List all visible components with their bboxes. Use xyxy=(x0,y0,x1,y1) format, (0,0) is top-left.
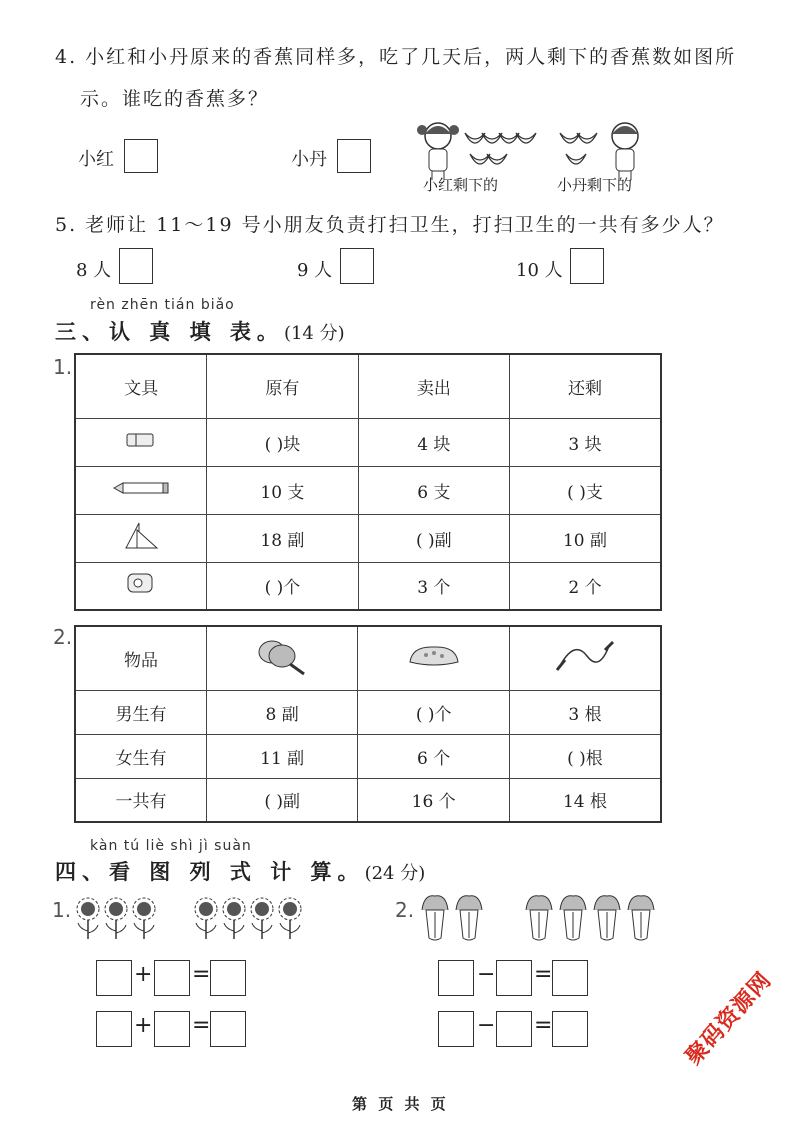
equals-sign: = xyxy=(534,962,553,987)
pencil-icon xyxy=(111,478,171,498)
table1-cell: 10 副 xyxy=(510,514,661,562)
table2-cell: 11 副 xyxy=(206,734,358,778)
watermark: 聚码资源网 xyxy=(681,967,777,1070)
equals-sign: = xyxy=(534,1013,553,1038)
cabbage-icon xyxy=(594,896,620,940)
sec3-pinyin: rèn zhēn tián biǎo xyxy=(90,297,235,313)
sec4-pinyin: kàn tú liè shì jì suàn xyxy=(90,838,252,854)
cabbages-illustration xyxy=(418,892,668,944)
girl-b-icon xyxy=(612,123,638,180)
table2-cell: 8 副 xyxy=(206,690,358,734)
table2-row-label: 一共有 xyxy=(75,778,206,822)
sunflower-icon xyxy=(195,898,217,939)
sec4-title-text: 四、看 图 列 式 计 算。 xyxy=(55,859,365,884)
sunflowers-illustration xyxy=(72,895,312,943)
table1-row-set-square-item xyxy=(75,514,207,562)
calc1-number: 1. xyxy=(52,898,72,922)
calc1-row1-box2[interactable] xyxy=(154,960,190,996)
table2-cell: 3 根 xyxy=(509,690,661,734)
q4-caption-b: 小丹剩下的 xyxy=(557,176,633,194)
bread-icon xyxy=(404,638,464,674)
sec3-title-text: 三、认 真 填 表。 xyxy=(55,319,284,344)
jump-rope-icon xyxy=(555,638,615,674)
table2-cell[interactable]: ( )根 xyxy=(509,734,661,778)
cabbage-icon xyxy=(422,896,448,940)
table1-cell: 10 支 xyxy=(207,466,358,514)
eraser-icon xyxy=(124,429,158,451)
ping-pong-paddle-icon xyxy=(254,636,310,676)
table1-row-eraser-item xyxy=(75,418,207,466)
sunflower-icon xyxy=(105,898,127,939)
table2-header-paddle xyxy=(206,626,358,690)
table1-cell: 3 个 xyxy=(358,562,509,610)
table2-header-bread xyxy=(358,626,510,690)
q4-caption-a: 小红剩下的 xyxy=(423,176,499,194)
calc2-number: 2. xyxy=(395,898,415,922)
q5-text: 5. 老师让 11～19 号小朋友负责打扫卫生，打扫卫生的一共有多少人？ xyxy=(55,214,725,236)
q4-answer-box-b[interactable] xyxy=(337,139,371,173)
equals-sign: = xyxy=(192,962,211,987)
table2-cell[interactable]: ( )副 xyxy=(206,778,358,822)
calc2-row2-box2[interactable] xyxy=(496,1011,532,1047)
table1-cell: 3 块 xyxy=(510,418,661,466)
banana-a-icon xyxy=(465,133,536,164)
cabbage-icon xyxy=(628,896,654,940)
table2-number: 2. xyxy=(53,625,73,649)
items-table xyxy=(74,625,662,823)
table1-header-original: 原有 xyxy=(207,354,358,418)
calc1-row1-box3[interactable] xyxy=(210,960,246,996)
sharpener-icon xyxy=(123,568,159,598)
table1-cell[interactable]: ( )块 xyxy=(207,418,358,466)
table1-row-sharpener-item xyxy=(75,562,207,610)
q5-answer-box-8[interactable] xyxy=(119,248,153,284)
set-square-icon xyxy=(121,520,161,552)
plus-sign: + xyxy=(134,962,153,987)
sunflower-icon xyxy=(251,898,273,939)
table2-row-label: 女生有 xyxy=(75,734,206,778)
equals-sign: = xyxy=(192,1013,211,1038)
table2-cell: 6 个 xyxy=(358,734,510,778)
minus-sign: − xyxy=(477,1013,496,1038)
sunflower-icon xyxy=(77,898,99,939)
table1-cell: 6 支 xyxy=(358,466,509,514)
q4-line2: 示。谁吃的香蕉多？ xyxy=(80,88,270,110)
table1-cell[interactable]: ( )支 xyxy=(510,466,661,514)
table2-header-item: 物品 xyxy=(75,626,206,690)
table2-header-jump-rope xyxy=(509,626,661,690)
q5-option-10: 10 人 xyxy=(516,260,563,281)
cabbage-icon xyxy=(560,896,586,940)
page-footer: 第 页 共 页 xyxy=(352,1095,449,1113)
table2-cell: 16 个 xyxy=(358,778,510,822)
calc1-row2-box1[interactable] xyxy=(96,1011,132,1047)
table1-cell: 4 块 xyxy=(358,418,509,466)
calc2-row2-box1[interactable] xyxy=(438,1011,474,1047)
q4-option-b-label: 小丹 xyxy=(291,149,327,170)
stationery-table xyxy=(74,353,662,611)
sec3-title xyxy=(55,316,345,346)
table1-header-remaining: 还剩 xyxy=(510,354,661,418)
sec4-points: (24 分) xyxy=(364,863,426,884)
table1-header-sold: 卖出 xyxy=(358,354,509,418)
q5-answer-box-10[interactable] xyxy=(570,248,604,284)
q5-option-8: 8 人 xyxy=(76,260,112,281)
table1-cell: 18 副 xyxy=(207,514,358,562)
table2-cell: 14 根 xyxy=(509,778,661,822)
sunflower-icon xyxy=(223,898,245,939)
cabbage-icon xyxy=(456,896,482,940)
cabbage-icon xyxy=(526,896,552,940)
table2-row-label: 男生有 xyxy=(75,690,206,734)
table1-cell: 2 个 xyxy=(510,562,661,610)
sec4-title xyxy=(55,856,425,886)
table2-cell[interactable]: ( )个 xyxy=(358,690,510,734)
minus-sign: − xyxy=(477,962,496,987)
calc1-row2-box3[interactable] xyxy=(210,1011,246,1047)
sunflower-icon xyxy=(133,898,155,939)
calc1-row2-box2[interactable] xyxy=(154,1011,190,1047)
q5-answer-box-9[interactable] xyxy=(340,248,374,284)
q4-option-a-label: 小红 xyxy=(78,149,114,170)
calc2-row1-box2[interactable] xyxy=(496,960,532,996)
sunflower-icon xyxy=(279,898,301,939)
calc2-row2-box3[interactable] xyxy=(552,1011,588,1047)
table1-header-item: 文具 xyxy=(75,354,207,418)
q5-option-9: 9 人 xyxy=(297,260,333,281)
banana-b-icon xyxy=(560,133,597,164)
table1-cell[interactable]: ( )副 xyxy=(358,514,509,562)
sec3-points: (14 分) xyxy=(283,323,345,344)
q4-answer-box-a[interactable] xyxy=(124,139,158,173)
q4-line1: 4. 小红和小丹原来的香蕉同样多，吃了几天后，两人剩下的香蕉数如图所 xyxy=(55,46,737,68)
table1-row-pencil-item xyxy=(75,466,207,514)
calc2-row1-box1[interactable] xyxy=(438,960,474,996)
calc2-row1-box3[interactable] xyxy=(552,960,588,996)
table1-number: 1. xyxy=(53,355,73,379)
calc1-row1-box1[interactable] xyxy=(96,960,132,996)
table1-cell[interactable]: ( )个 xyxy=(207,562,358,610)
girl-a-icon xyxy=(417,123,459,180)
plus-sign: + xyxy=(134,1013,153,1038)
